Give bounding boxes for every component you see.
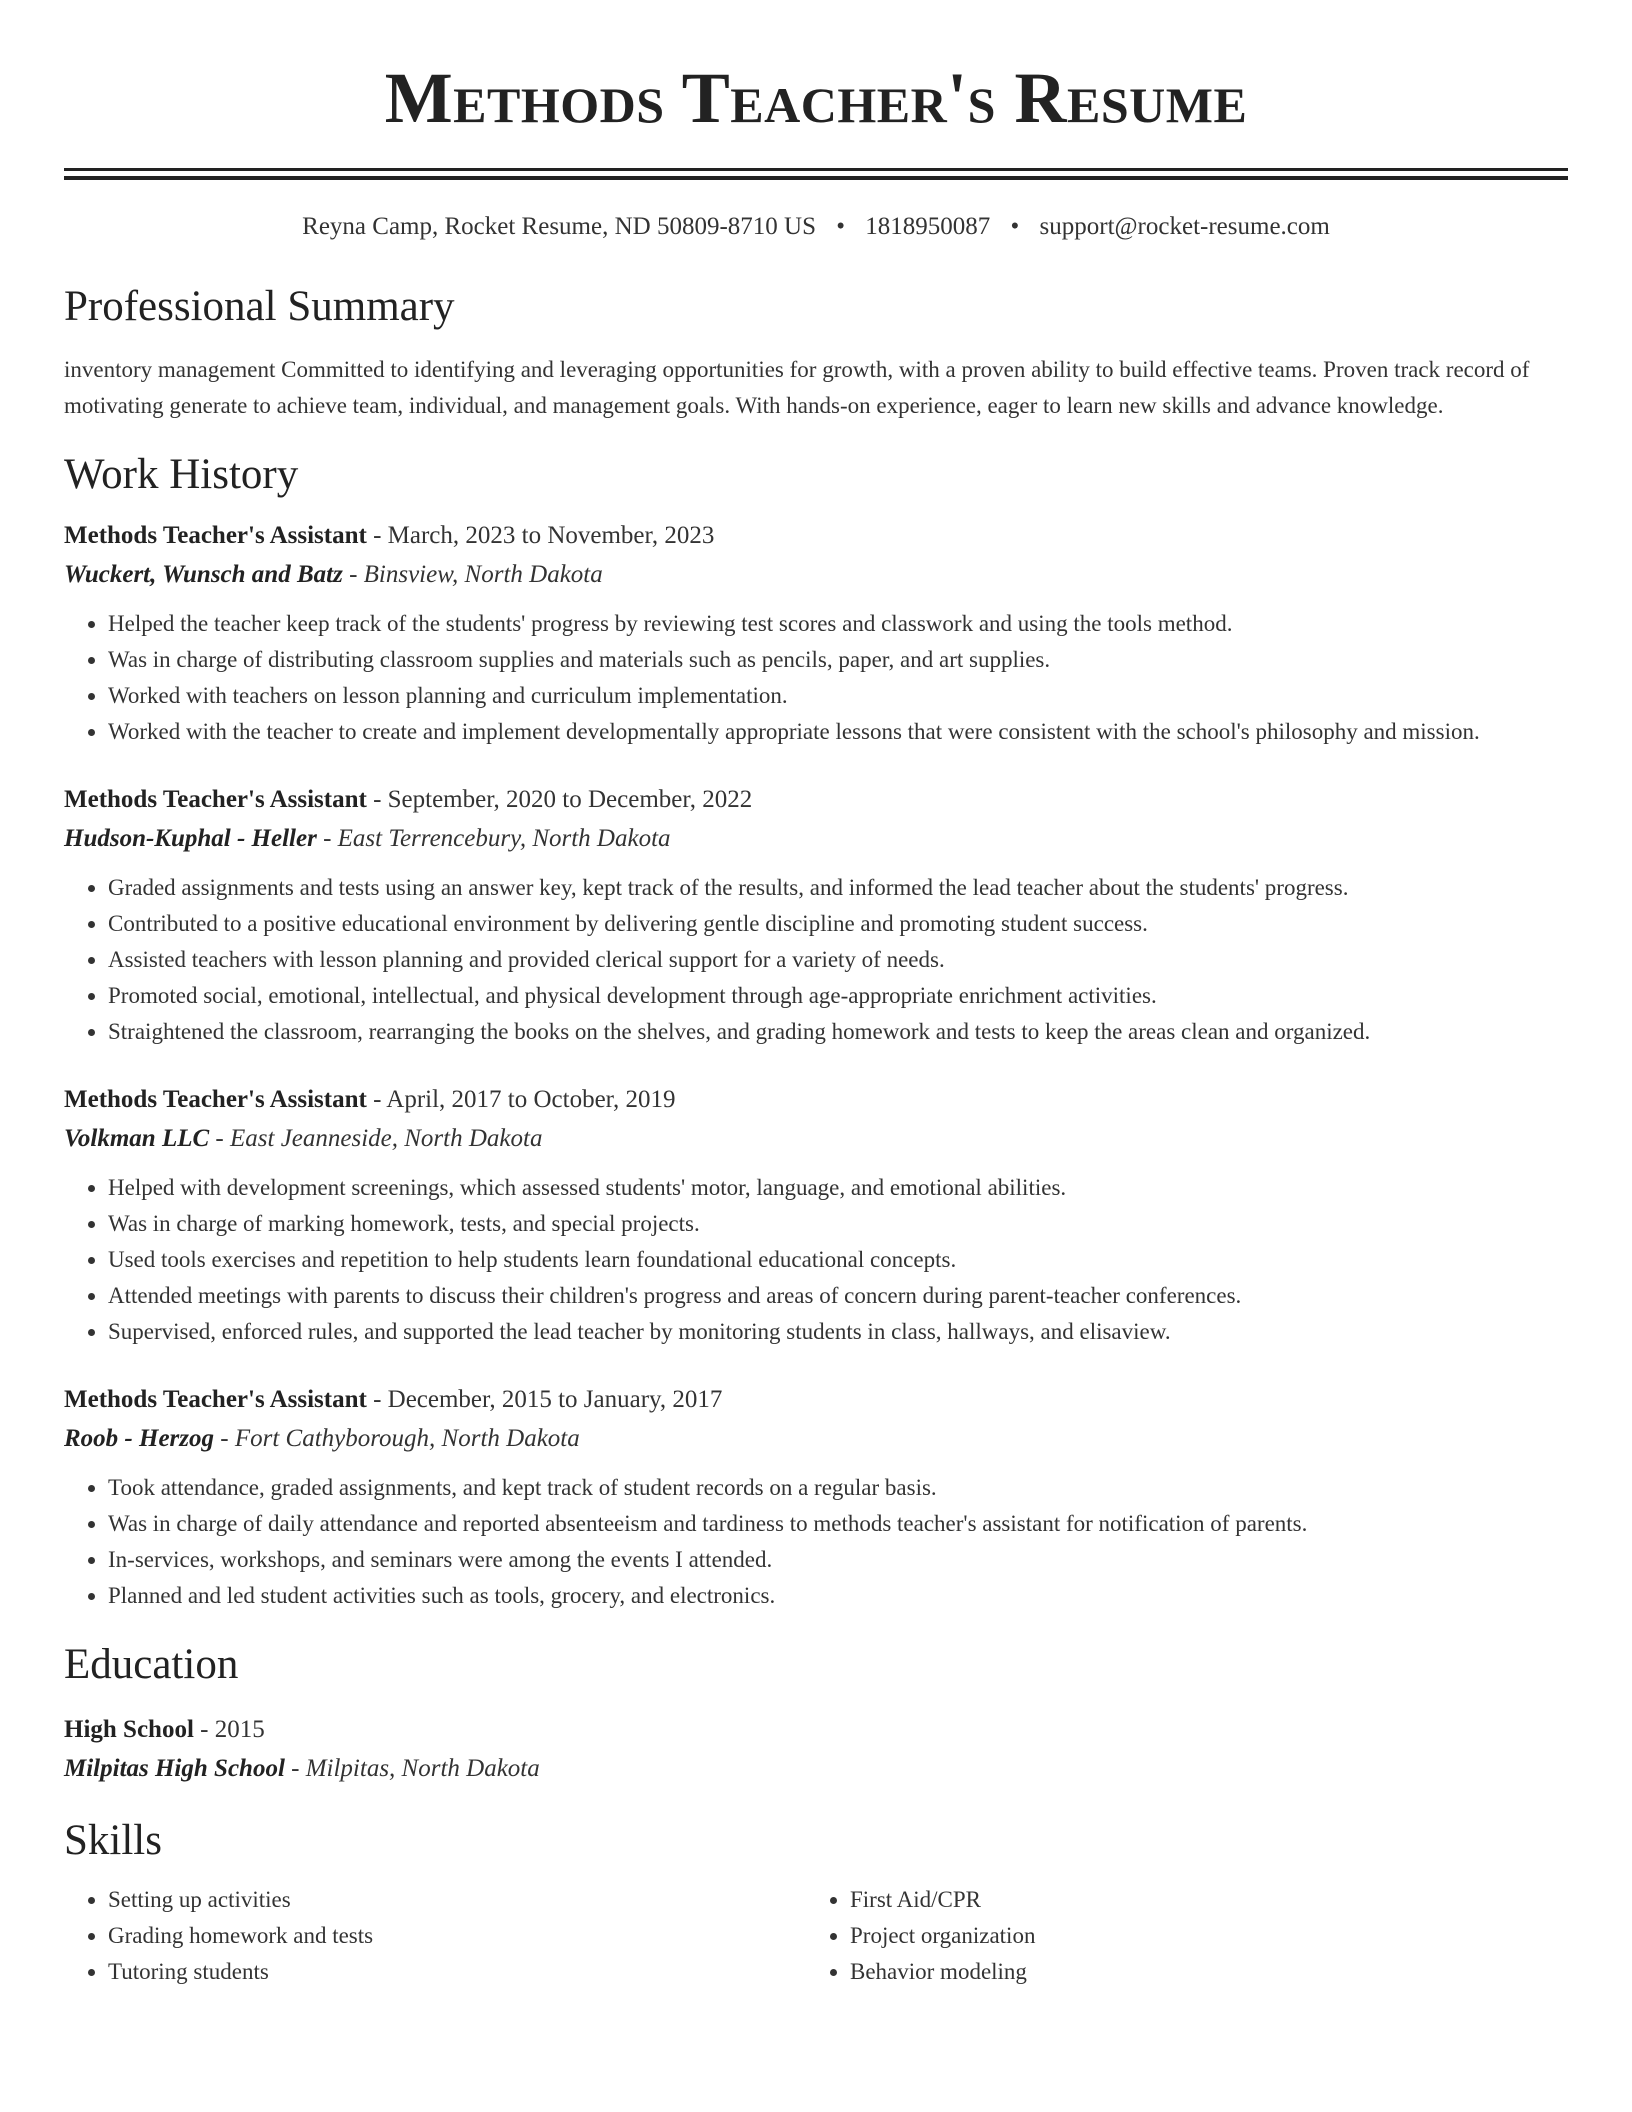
job-title: Methods Teacher's Assistant [64, 1086, 367, 1113]
job-title-line [64, 516, 1568, 556]
skills-heading: Skills [64, 1817, 162, 1864]
job-title-line [64, 1380, 1568, 1420]
resume-title: Methods Teacher's Resume [384, 58, 1248, 138]
skills-list [64, 1882, 1568, 1990]
skill-item: • First Aid/CPR [850, 1882, 1548, 1918]
job-location: - Binsview, North Dakota [342, 561, 603, 588]
skill-item: • Setting up activities [108, 1882, 806, 1918]
job-dates: - April, 2017 to October, 2019 [366, 1086, 676, 1113]
job-company: Wuckert, Wunsch and Batz [64, 561, 343, 588]
job-bullet: • Helped with development screenings, which assessed students' motor, language, and emotional abilities. [108, 1170, 1568, 1206]
resume-page [64, 0, 1568, 1990]
job-bullet: • Assisted teachers with lesson planning and provided clerical support for a variety of needs. [108, 942, 1568, 978]
skills-column-right [806, 1882, 1548, 1990]
education-school-line [64, 1750, 1568, 1788]
contact-separator: • [836, 213, 846, 240]
education-degree-line [64, 1710, 1568, 1750]
job-company-line [64, 820, 1568, 858]
education-degree: High School [64, 1716, 194, 1743]
job-company: Volkman LLC [64, 1125, 210, 1152]
job-entry [64, 516, 1568, 750]
job-location: - East Terrencebury, North Dakota [316, 825, 671, 852]
job-bullets [64, 1470, 1568, 1614]
job-entry [64, 1380, 1568, 1614]
job-bullet: • Took attendance, graded assignments, and kept track of student records on a regular basis. [108, 1470, 1568, 1506]
job-company-line [64, 556, 1568, 594]
summary-text: inventory management Committed to identifying and leveraging opportunities for growth, with a proven ability to build effective teams. Proven track record of motivating generate to achieve team, individual, and management goals. With hands-on experience, eager to learn new skills and advance knowledge. [64, 357, 1530, 418]
contact-separator: • [1010, 213, 1020, 240]
job-bullets [64, 870, 1568, 1050]
job-bullet: • Helped the teacher keep track of the students' progress by reviewing test scores and classwork and using the tools method. [108, 606, 1568, 642]
job-bullet: • Attended meetings with parents to discuss their children's progress and areas of concern during parent-teacher conferences. [108, 1278, 1568, 1314]
job-title: Methods Teacher's Assistant [64, 1386, 367, 1413]
job-company-line [64, 1420, 1568, 1458]
job-bullet: • Worked with teachers on lesson planning and curriculum implementation. [108, 678, 1568, 714]
contact-address: Reyna Camp, Rocket Resume, ND 50809-8710 US [302, 213, 816, 240]
summary-heading: Professional Summary [64, 283, 455, 330]
education-heading: Education [64, 1641, 239, 1688]
job-bullet: • Was in charge of distributing classroom supplies and materials such as pencils, paper, and art supplies. [108, 642, 1568, 678]
job-location: - East Jeanneside, North Dakota [209, 1125, 543, 1152]
education-school: Milpitas High School [64, 1755, 285, 1782]
job-bullet: • Planned and led student activities such as tools, grocery, and electronics. [108, 1578, 1568, 1614]
job-bullet: • Was in charge of daily attendance and reported absenteeism and tardiness to methods teacher's assistant for notification of parents. [108, 1506, 1568, 1542]
skill-item: • Tutoring students [108, 1954, 806, 1990]
job-bullet: • In-services, workshops, and seminars were among the events I attended. [108, 1542, 1568, 1578]
job-bullets [64, 1170, 1568, 1350]
job-title: Methods Teacher's Assistant [64, 522, 367, 549]
contact-info [64, 212, 1568, 242]
title-divider [64, 168, 1568, 180]
skill-item: • Project organization [850, 1918, 1548, 1954]
job-title-line [64, 1080, 1568, 1120]
education-entry [64, 1710, 1568, 1788]
education-year: - 2015 [193, 1716, 265, 1743]
job-bullet: • Supervised, enforced rules, and supported the lead teacher by monitoring students in class, hallways, and elisaview. [108, 1314, 1568, 1350]
skills-column-left [64, 1882, 806, 1990]
education-location: - Milpitas, North Dakota [284, 1755, 540, 1782]
job-bullet: • Used tools exercises and repetition to help students learn foundational educational concepts. [108, 1242, 1568, 1278]
job-dates: - September, 2020 to December, 2022 [366, 786, 753, 813]
job-bullets [64, 606, 1568, 750]
job-bullet: • Promoted social, emotional, intellectual, and physical development through age-appropriate enrichment activities. [108, 978, 1568, 1014]
job-company-line [64, 1120, 1568, 1158]
job-bullet: • Straightened the classroom, rearranging the books on the shelves, and grading homework and tests to keep the areas clean and organized. [108, 1014, 1568, 1050]
job-bullet: • Was in charge of marking homework, tests, and special projects. [108, 1206, 1568, 1242]
job-title-line [64, 780, 1568, 820]
contact-phone: 1818950087 [865, 213, 991, 240]
job-entry [64, 780, 1568, 1050]
job-dates: - March, 2023 to November, 2023 [366, 522, 715, 549]
contact-email: support@rocket-resume.com [1039, 213, 1330, 240]
job-bullet: • Contributed to a positive educational environment by delivering gentle discipline and promoting student success. [108, 906, 1568, 942]
job-location: - Fort Cathyborough, North Dakota [214, 1425, 580, 1452]
job-entry [64, 1080, 1568, 1350]
job-bullet: • Worked with the teacher to create and implement developmentally appropriate lessons that were consistent with the school's philosophy and mission. [108, 714, 1568, 750]
job-dates: - December, 2015 to January, 2017 [366, 1386, 723, 1413]
skill-item: • Behavior modeling [850, 1954, 1548, 1990]
job-company: Roob - Herzog [64, 1425, 214, 1452]
work-history-heading: Work History [64, 451, 299, 498]
skill-item: • Grading homework and tests [108, 1918, 806, 1954]
job-bullet: • Graded assignments and tests using an answer key, kept track of the results, and informed the lead teacher about the students' progress. [108, 870, 1568, 906]
job-title: Methods Teacher's Assistant [64, 786, 367, 813]
job-company: Hudson-Kuphal - Heller [64, 825, 317, 852]
